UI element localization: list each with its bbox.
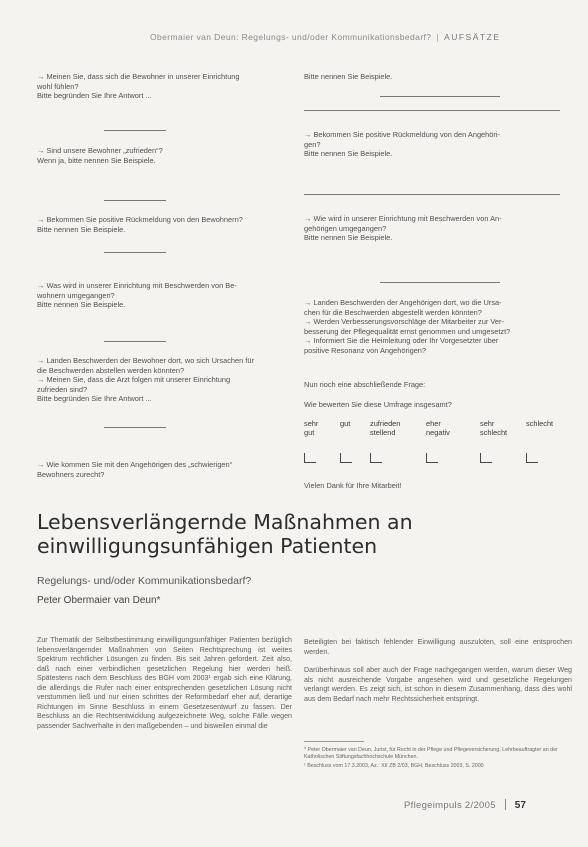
body-paragraph: Zur Thematik der Selbstbestimmung einwilligungsunfähiger Patienten bezüglich lebensverlängernder Maßnahmen von Seiten Rechtsprechung ist weites Spektrum rechtlicher Lösungen zu finden. Bis seit Jahren gefordert. Zeit also, daß nach einer verbindlichen gesetzlichen Regelung hier werden heiß. Spätestens nach dem Beschluss des BGH vom 2003¹ ergab sich eine Klärung, die allerdings die Rufer nach einer entsprechenden gesetzlichen Lösung nicht verstummen ließ und nur einen schrittes der Reformbedarf eher auf, derartige Richtungen im Sinne Beschluss in einem Gesetzesentwurf zu fassen. Der Beschluss an die Rechtsentwicklung aufgezeichnete Weg, solche Fälle wegen passender Sachverhalte in den maßgebenden – und bisweilen einmal die	[37, 636, 292, 730]
thanks-note: Vielen Dank für Ihre Mitarbeit!	[304, 481, 402, 490]
question-line: Bitte begründen Sie Ihre Antwort ...	[37, 91, 152, 101]
answer-line	[304, 194, 560, 195]
question-line: wohl fühlen?	[37, 81, 79, 91]
question-block	[37, 146, 299, 165]
journal-name: Pflegeimpuls 2/2005	[404, 800, 496, 811]
question-line: → Bekommen Sie positive Rückmeldung von den Bewohnern?	[37, 215, 243, 224]
rating-checkboxes	[304, 453, 574, 465]
rating-label: sehr	[480, 419, 495, 428]
question-line: Bitte nennen Sie Beispiele.	[37, 224, 126, 234]
question-line: chen für die Beschwerden abgestellt werden könnten?	[304, 307, 482, 317]
question-line: Bitte nennen Sie Beispiele.	[37, 300, 126, 310]
rating-checkbox[interactable]	[304, 453, 316, 463]
question-line: Bitte nennen Sie Beispiele.	[304, 72, 393, 81]
question-line: → Bekommen Sie positive Rückmeldung von den Angehöri-	[304, 130, 500, 139]
page-footer	[404, 799, 564, 811]
question-block	[37, 460, 299, 479]
rating-option	[340, 419, 350, 428]
closing-question: Wie bewerten Sie diese Umfrage insgesamt?	[304, 400, 452, 409]
question-block	[304, 298, 574, 356]
body-column-left	[37, 636, 292, 731]
article-author: Peter Obermaier van Deun*	[37, 595, 161, 606]
running-title: Obermaier van Deun: Regelungs- und/oder Kommunikationsbedarf?	[150, 32, 432, 42]
question-line: Bitte begründen Sie Ihre Antwort ...	[37, 394, 152, 404]
question-line: Wenn ja, bitte nennen Sie Beispiele.	[37, 155, 156, 165]
question-block	[37, 72, 299, 101]
footnote-divider	[304, 741, 364, 742]
rating-option	[304, 419, 318, 438]
question-block	[304, 380, 574, 390]
answer-line	[104, 427, 166, 428]
question-line: → Was wird in unserer Einrichtung mit Beschwerden von Be-	[37, 281, 237, 290]
footnote: * Peter Obermaier van Deun, Jurist, für Recht in der Pflege und Pflegeversicherung, Lehrbeauftragter an der Katholischen Stiftungsfachhochschule München.	[304, 747, 558, 761]
rating-option	[526, 419, 553, 428]
rating-label: sehr	[304, 419, 319, 428]
question-block	[304, 72, 574, 82]
question-line: → Wie kommen Sie mit den Angehörigen des „schwierigen“	[37, 460, 233, 469]
question-line: wohnern umgegangen?	[37, 290, 115, 300]
question-line: Bitte nennen Sie Beispiele.	[304, 233, 393, 243]
question-line: → Werden Verbesserungsvorschläge der Mitarbeiter zur Ver-	[304, 317, 504, 327]
question-line: besserung der Pflegequalität ernst genommen und umgesetzt?	[304, 326, 511, 336]
question-block	[37, 356, 299, 404]
question-line: die Beschwerden abstellen werden könnten?	[37, 365, 185, 375]
rating-option	[480, 419, 507, 438]
answer-line	[104, 341, 166, 342]
rating-checkbox[interactable]	[340, 453, 352, 463]
rating-checkbox[interactable]	[480, 453, 492, 463]
footnotes	[304, 747, 572, 771]
body-column-right	[304, 638, 572, 704]
rating-option	[426, 419, 450, 438]
question-line: → Landen Beschwerden der Bewohner dort, wo sich Ursachen für	[37, 356, 254, 365]
question-line: → Meinen Sie, dass die Arzt folgen mit unserer Einrichtung	[37, 375, 231, 385]
rating-scale	[304, 419, 574, 439]
section-label: AUFSÄTZE	[444, 32, 501, 42]
question-line: gen?	[304, 139, 321, 149]
rating-label: gut	[304, 428, 315, 438]
rating-label: stellend	[370, 428, 396, 438]
rating-checkbox[interactable]	[426, 453, 438, 463]
body-paragraph: Darüberhinaus soll aber auch der Frage nachgegangen werden, warum dieser Weg als nicht ausreichende Vorgabe angesehen wird und gesetzliche Regelungen verlangt werden. Es zeigt sich, ist schon in diesem Zusammenhang, dass dies wohl aus dem Bedarf nach mehr Rechtssicherheit entspringt.	[304, 666, 572, 703]
question-line: → Meinen Sie, dass sich die Bewohner in unserer Einrichtung	[37, 72, 240, 81]
header-separator: |	[436, 32, 440, 42]
footer-divider	[505, 799, 506, 810]
answer-line	[380, 96, 500, 97]
rating-label: schlecht	[480, 428, 508, 438]
answer-line	[304, 110, 560, 111]
rating-label: schlecht	[526, 419, 554, 428]
answer-line	[104, 130, 166, 131]
question-line: Bewohners zurecht?	[37, 469, 105, 479]
closing-question-intro: Nun noch eine abschließende Frage:	[304, 380, 426, 389]
question-line: → Landen Beschwerden der Angehörigen dort, wo die Ursa-	[304, 298, 502, 307]
page-number: 57	[514, 800, 526, 811]
question-block	[37, 215, 299, 234]
rating-label: zufrieden	[370, 419, 401, 428]
question-line: gehörigen umgegangen?	[304, 223, 387, 233]
question-block	[304, 130, 574, 159]
question-block	[37, 281, 299, 310]
rating-label: negativ	[426, 428, 450, 438]
rating-checkbox[interactable]	[526, 453, 538, 463]
question-line: → Wie wird in unserer Einrichtung mit Beschwerden von An-	[304, 214, 502, 223]
footnote: ¹ Beschluss vom 17.3.2003, Az.: XII ZB 2/03, BGH, Beschluss 2003, S. 2000	[304, 763, 484, 770]
body-paragraph: Beteiligten bei faktisch fehlender Einwilligung auszuloten, soll eine entsprochen werden.	[304, 638, 572, 656]
question-line: positive Resonanz von Angehörigen?	[304, 345, 427, 355]
question-line: → Sind unsere Bewohner „zufrieden“?	[37, 146, 163, 155]
question-line: → Informiert Sie die Heimleitung oder Ihr Vorgesetzter über	[304, 336, 499, 346]
rating-label: gut	[340, 419, 351, 428]
rating-label: eher	[426, 419, 441, 428]
article-title: Lebensverlängernde Maßnahmen an einwilligungsunfähigen Patienten	[37, 510, 413, 558]
article-subtitle: Regelungs- und/oder Kommunikationsbedarf?	[37, 575, 252, 587]
answer-line	[380, 282, 500, 283]
question-block	[304, 400, 574, 410]
rating-checkbox[interactable]	[370, 453, 382, 463]
question-block	[304, 214, 574, 243]
question-line: Bitte nennen Sie Beispiele.	[304, 149, 393, 159]
answer-line	[104, 200, 166, 201]
rating-option	[370, 419, 400, 438]
answer-line	[104, 252, 166, 253]
question-line: zufrieden sind?	[37, 384, 88, 394]
questionnaire-left	[37, 0, 299, 500]
